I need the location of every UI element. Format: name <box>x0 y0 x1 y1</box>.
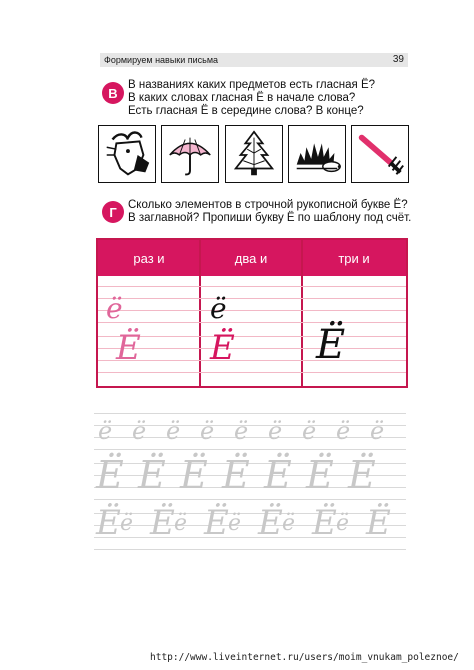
trace-lowercase: ё <box>302 417 317 445</box>
trace-uppercase: Ё <box>150 503 175 543</box>
toothbrush-icon <box>352 126 408 182</box>
fir-tree-picture <box>225 125 283 183</box>
trace-lowercase: ё <box>228 511 242 536</box>
trace-uppercase: Ё <box>258 503 283 543</box>
practice-line <box>94 549 406 550</box>
picture-row <box>98 125 410 183</box>
hedgehog-icon <box>289 126 345 182</box>
trace-lowercase: ё <box>200 417 215 445</box>
column-header-tri: три и <box>338 250 370 266</box>
trace-lowercase: ё <box>370 417 385 445</box>
column-header-raz: раз и <box>133 250 165 266</box>
letter-uppercase-step-3: Ё <box>316 322 346 368</box>
trace-uppercase: Ё <box>366 503 391 543</box>
trace-uppercase: Ё <box>348 453 376 497</box>
trace-uppercase: Ё <box>222 453 250 497</box>
trace-lowercase: ё <box>166 417 181 445</box>
umbrella-icon <box>162 126 218 182</box>
practice-line <box>94 513 406 514</box>
goat-picture <box>98 125 156 183</box>
trace-lowercase: ё <box>336 511 350 536</box>
page-number: 39 <box>392 54 404 65</box>
practice-line <box>94 449 406 450</box>
guide-line <box>98 322 406 323</box>
umbrella-picture <box>161 125 219 183</box>
trace-uppercase: Ё <box>138 453 166 497</box>
practice-line <box>94 413 406 414</box>
trace-lowercase: ё <box>98 417 113 445</box>
task-g-badge: Г <box>102 201 124 223</box>
task-g-text <box>128 199 411 225</box>
page-header <box>100 53 408 67</box>
footer-url: http://www.liveinternet.ru/users/moim_vnukam_poleznoe/ <box>150 652 459 663</box>
guide-line <box>98 286 406 287</box>
practice-line <box>94 537 406 538</box>
trace-lowercase: ё <box>234 417 249 445</box>
column-divider <box>199 240 201 386</box>
trace-uppercase: Ё <box>264 453 292 497</box>
toothbrush-picture <box>351 125 409 183</box>
trace-uppercase: Ё <box>96 453 124 497</box>
trace-lowercase: ё <box>268 417 283 445</box>
guide-line <box>98 372 406 373</box>
task-v-text <box>128 79 375 118</box>
letter-uppercase-step-1: Ё <box>116 328 141 368</box>
practice-line <box>94 525 406 526</box>
letter-lowercase-step-2: ё <box>210 292 227 325</box>
trace-uppercase: Ё <box>180 453 208 497</box>
task-v-badge: В <box>102 82 124 104</box>
header-title: Формируем навыки письма <box>104 55 219 65</box>
hedgehog-picture <box>288 125 346 183</box>
guide-line <box>98 298 406 299</box>
trace-uppercase: Ё <box>204 503 229 543</box>
table-header <box>98 240 406 276</box>
task-v-line-1: В названиях каких предметов есть гласная Ё? <box>128 79 376 91</box>
guide-line <box>98 360 406 361</box>
guide-line <box>98 310 406 311</box>
practice-line <box>94 499 406 500</box>
tracing-practice-area <box>94 405 406 550</box>
task-g-line-2: В заглавной? Пропиши букву Ё по шаблону под счёт. <box>128 212 412 224</box>
letter-lowercase-step-1: ё <box>106 292 123 325</box>
letter-uppercase-step-2: Ё <box>210 328 235 368</box>
fir-tree-icon <box>226 126 282 182</box>
guide-line <box>98 348 406 349</box>
stroke-count-table <box>96 238 408 388</box>
trace-uppercase: Ё <box>96 503 121 543</box>
trace-lowercase: ё <box>120 511 134 536</box>
trace-lowercase: ё <box>282 511 296 536</box>
guide-line <box>98 336 406 337</box>
column-header-dva: два и <box>234 250 268 266</box>
trace-uppercase: Ё <box>306 453 334 497</box>
goat-icon <box>99 126 155 182</box>
task-v-line-2: В каких словах гласная Ё в начале слова? <box>128 92 356 104</box>
trace-lowercase: ё <box>336 417 351 445</box>
trace-lowercase: ё <box>132 417 147 445</box>
column-divider <box>301 240 303 386</box>
trace-lowercase: ё <box>174 511 188 536</box>
task-g-line-1: Сколько элементов в строчной рукописной букве Ё? <box>128 199 408 211</box>
trace-uppercase: Ё <box>312 503 337 543</box>
task-v-line-3: Есть гласная Ё в середине слова? В конце? <box>128 105 364 117</box>
